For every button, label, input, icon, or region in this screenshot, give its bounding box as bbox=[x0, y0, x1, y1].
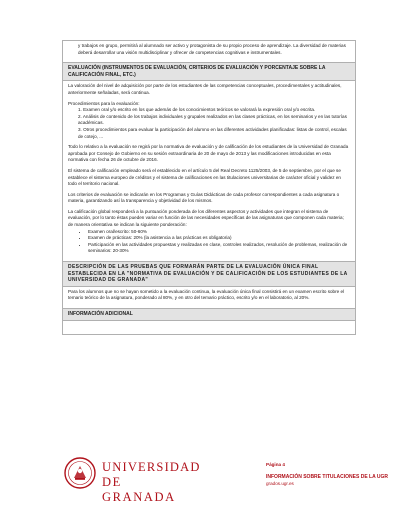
footer-link[interactable]: grados.ugr.es bbox=[266, 481, 294, 486]
paragraph: Los criterios de evaluación se indicarán en los Programas y Guías Didácticas de cada profesor correspondientes a cada asignatura o materia, garantizando así la transparencia y objetividad de los mismos. bbox=[68, 191, 340, 204]
section-header-evaluacion: EVALUACIÓN (INSTRUMENTOS DE EVALUACIÓN, CRITERIOS DE EVALUACIÓN Y PORCENTAJE SOBRE LA CALIFICACIÓN FINAL, ETC.) bbox=[63, 63, 355, 81]
info-label: INFORMACIÓN SOBRE TITULACIONES DE LA UGR bbox=[266, 474, 389, 480]
university-seal-icon bbox=[64, 457, 96, 489]
paragraph: Todo lo relativo a la evaluación se regirá por la normativa de evaluación y de calificación de los estudiantes de la Universidad de Granada aprobada por Consejo de Gobierno en su sesión extraordinaria de 20 de mayo de 2013 y las modificaciones introducidas en esta normativa con fecha 26 de octubre de 2016. bbox=[68, 144, 349, 163]
list-item: • Participación en las actividades propuestas y realizadas en clase, controles realizados, resolución de problemas, realización de seminarios: 20-30% bbox=[88, 242, 350, 255]
section-header-evaluacion-unica: DESCRIPCIÓN DE LAS PRUEBAS QUE FORMARÁN PARTE DE LA EVALUACIÓN ÚNICA FINAL ESTABLECIDA EN LA "NORMATIVA DE EVALUACIÓN Y DE CALIFICACIÓN DE LOS ESTUDIANTES DE LA UNIVERSIDAD DE GRANADA" bbox=[63, 262, 355, 287]
list-item: 3. Otros procedimientos para evaluar la participación del alumno en las diferentes actividades planificadas: listas de control, escalas de cotejo, ... bbox=[78, 126, 347, 139]
weighting-list bbox=[68, 229, 350, 255]
university-name-line2: DE GRANADA bbox=[102, 475, 176, 504]
list-item: 2. Análisis de contenido de los trabajos individuales y grupales realizados en las clases prácticas, en los seminarios y en las tutorías académicas. bbox=[78, 113, 347, 126]
evaluacion-body bbox=[63, 81, 355, 262]
page-footer bbox=[0, 445, 400, 518]
list-item: • Examen oral/escrito: 50-60% bbox=[88, 229, 350, 236]
paragraph: La valoración del nivel de adquisición por parte de los estudiantes de las competencias conceptuales, procedimentales y actitudinales, anteriormente señaladas, será continua. bbox=[68, 83, 342, 95]
university-name-line1: UNIVERSIDAD bbox=[102, 460, 201, 474]
paragraph: Procedimientos para la evaluación: bbox=[68, 100, 140, 106]
informacion-adicional-body bbox=[63, 321, 355, 335]
paragraph: El sistema de calificación empleado será el establecido en el artículo 5 del Real Decreto 1125/2003, de 5 de septiembre, por el que se establece el sistema europeo de créditos y el sistema de calificaciones en las titulaciones universitarias de carácter oficial y validez en todo el territorio nacional. bbox=[68, 167, 341, 187]
list-item: • Examen de prácticas: 20% (la asistencia a las prácticas es obligatoria) bbox=[88, 235, 350, 242]
intro-text: y trabajos en grupo, permitirá al alumnado ser activo y protagonista de su propio proceso de aprendizaje. La diversidad de materias deberá desarrollar una visión multidisciplinar y ofrecer de competencias cognitivas e instrumentales. bbox=[78, 43, 346, 55]
intro-cell bbox=[63, 41, 355, 63]
paragraph: La calificación global responderá a la puntuación ponderada de los diferentes aspectos y actividades que integran el sistema de evaluación, por lo tanto éstas pueden variar en función de las necesidades específicas de las asignaturas que componen cada materia; de manera orientativa se indican la siguiente ponderación: bbox=[68, 208, 344, 228]
university-logo bbox=[64, 457, 201, 504]
section-header-informacion-adicional: INFORMACIÓN ADICIONAL bbox=[63, 309, 355, 321]
page-number: Página 4 bbox=[266, 462, 285, 467]
guide-table bbox=[62, 40, 356, 335]
evaluacion-unica-body bbox=[63, 287, 355, 309]
list-item: 1. Examen oral y/o escrito en los que además de los conocimientos teóricos se valorará la expresión oral y/o escrita. bbox=[78, 107, 316, 113]
paragraph: Para los alumnos que no se hayan sometido a la evaluación continua, la evaluación única final consistirá en un examen escrito sobre el temario teórico de la asignatura, ponderado al 80%, y en otro del temario práctico, escrito y/o en el laboratorio, al 20%. bbox=[68, 288, 345, 301]
